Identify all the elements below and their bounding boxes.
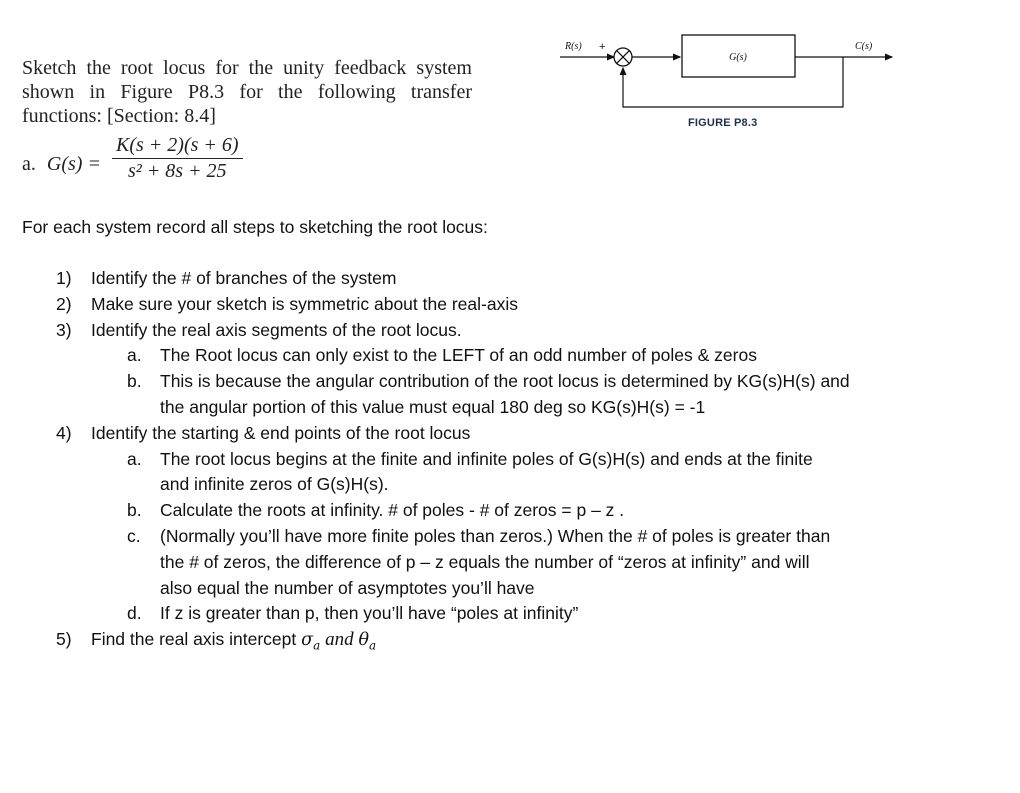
input-label: R(s) [565,41,582,52]
step-4d-text: If z is greater than p, then you’ll have “poles at infinity” [160,603,579,624]
step-4a-text-2: and infinite zeros of G(s)H(s). [160,474,389,495]
step-3-number: 3) [56,319,72,340]
problem-line-1: Sketch the root locus for the unity feedback system [22,57,472,79]
step-3a-label: a. [127,345,142,366]
figure-caption: FIGURE P8.3 [688,117,758,129]
step-2-number: 2) [56,293,72,314]
step-3a-text: The Root locus can only exist to the LEFT of an odd number of poles & zeros [160,345,757,366]
block-diagram [560,28,900,116]
summing-junction [614,48,632,66]
step-4b-label: b. [127,500,142,521]
step-4-text: Identify the starting & end points of the root locus [91,422,471,443]
block-label: G(s) [729,52,747,63]
fraction [112,134,243,183]
step-4-number: 4) [56,422,72,443]
step-4d-label: d. [127,603,142,624]
output-label: C(s) [855,41,873,52]
problem-statement [22,56,472,128]
instructions-intro: For each system record all steps to sketching the root locus: [22,217,488,237]
step-4c-label: c. [127,526,141,546]
step-2-text: Make sure your sketch is symmetric about the real-axis [91,293,518,314]
sigma-a: $\sigma_a$ [301,630,321,653]
equation-lhs: G(s) = [46,153,101,175]
step-3-text: Identify the real axis segments of the root locus. [91,319,462,340]
step-1-number: 1) [56,268,72,288]
step-4a-label: a. [127,448,142,469]
step-4c-text-1: (Normally you’ll have more finite poles than zeros.) When the # of poles is greater than [160,526,831,546]
step-3b-text-1: This is because the angular contribution of the root locus is determined by KG(s)H(s) and [160,371,850,392]
numerator: K(s + 2)(s + 6) [112,134,243,159]
step-4a-text-1: The root locus begins at the finite and infinite poles of G(s)H(s) and ends at the finite [160,448,813,469]
problem-line-2: shown in Figure P8.3 for the following transfer [22,81,472,103]
step-4b-text: Calculate the roots at infinity. # of poles - # of zeros = p – z . [160,500,625,521]
step-1-text: Identify the # of branches of the system [91,268,397,288]
theta-a: $\theta_a$ [358,630,377,653]
problem-line-3: functions: [Section: 8.4] [22,105,216,127]
denominator: s² + 8s + 25 [127,160,227,182]
step-5-number: 5) [56,629,72,650]
step-3b-label: b. [127,371,142,392]
step-4c-text-2: the # of zeros, the difference of p – z equals the number of “zeros at infinity” and will [160,551,810,572]
step-3b-text-2: the angular portion of this value must equal 180 deg so KG(s)H(s) = -1 [160,397,706,417]
plus-sign: + [599,41,606,53]
part-label: a. [22,153,36,175]
and-word: and [325,629,354,651]
step-5-text [91,629,376,653]
step-4c-text-3: also equal the number of asymptotes you’ll have [160,577,535,598]
step-5-label: Find the real axis intercept [91,629,297,650]
